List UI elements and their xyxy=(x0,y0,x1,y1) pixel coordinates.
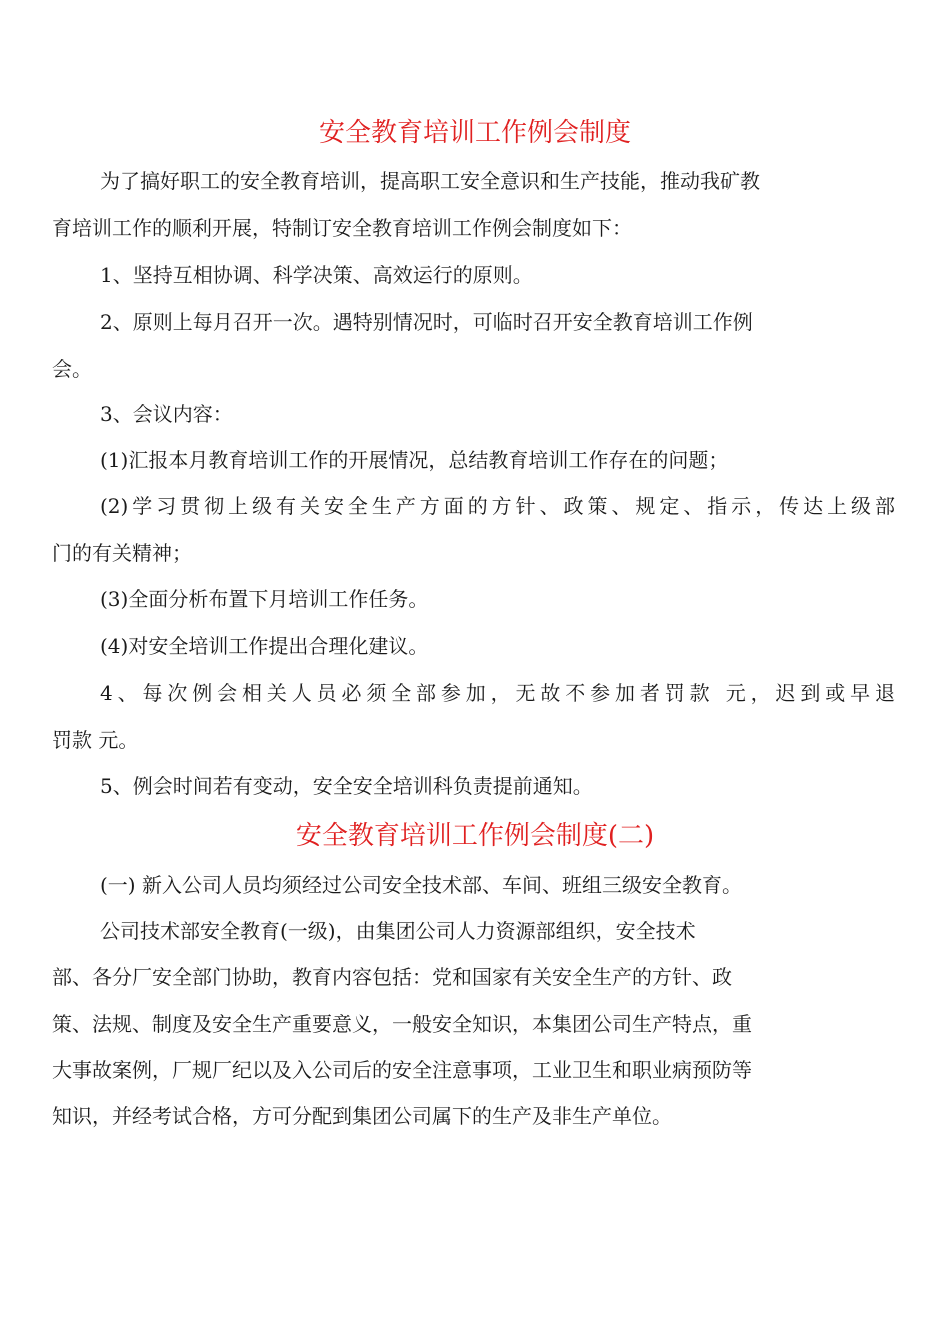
paragraph-line: 大事故案例，厂规厂纪以及入公司后的安全注意事项，工业卫生和职业病预防等 xyxy=(52,1058,752,1082)
paragraph-line: 会。 xyxy=(52,357,92,381)
list-item: 1、坚持互相协调、科学决策、高效运行的原则。 xyxy=(100,263,533,287)
section-title-2: 安全教育培训工作例会制度(二) xyxy=(295,821,655,851)
paragraph-line: 公司技术部安全教育(一级)，由集团公司人力资源部组织，安全技术 xyxy=(100,919,696,943)
paragraph-line: 育培训工作的顺利开展，特制订安全教育培训工作例会制度如下： xyxy=(52,216,632,240)
sub-list-item: (3)全面分析布置下月培训工作任务。 xyxy=(100,587,429,611)
paragraph-line: 策、法规、制度及安全生产重要意义，一般安全知识，本集团公司生产特点，重 xyxy=(52,1012,752,1036)
section-title-1: 安全教育培训工作例会制度 xyxy=(318,118,631,148)
list-item: 5、例会时间若有变动，安全安全培训科负责提前通知。 xyxy=(100,774,593,798)
paragraph-line: 门的有关精神； xyxy=(52,541,192,565)
paragraph-line: 部、各分厂安全部门协助，教育内容包括：党和国家有关安全生产的方针、政 xyxy=(52,965,732,989)
paragraph-line: 知识，并经考试合格，方可分配到集团公司属下的生产及非生产单位。 xyxy=(52,1104,672,1128)
list-item: 2、原则上每月召开一次。遇特别情况时，可临时召开安全教育培训工作例 xyxy=(100,310,753,334)
sub-list-item: (4)对安全培训工作提出合理化建议。 xyxy=(100,634,429,658)
list-item: 3、会议内容： xyxy=(100,402,233,426)
sub-list-item: (2)学习贯彻上级有关安全生产方面的方针、政策、规定、指示，传达上级部 xyxy=(100,494,895,518)
list-item: (一) 新入公司人员均须经过公司安全技术部、车间、班组三级安全教育。 xyxy=(100,873,742,897)
paragraph-line: 罚款 元。 xyxy=(52,728,139,752)
paragraph-line: 为了搞好职工的安全教育培训，提高职工安全意识和生产技能，推动我矿教 xyxy=(100,169,760,193)
list-item: 4、每次例会相关人员必须全部参加，无故不参加者罚款 元，迟到或早退 xyxy=(100,681,895,705)
sub-list-item: (1)汇报本月教育培训工作的开展情况，总结教育培训工作存在的问题； xyxy=(100,448,729,472)
